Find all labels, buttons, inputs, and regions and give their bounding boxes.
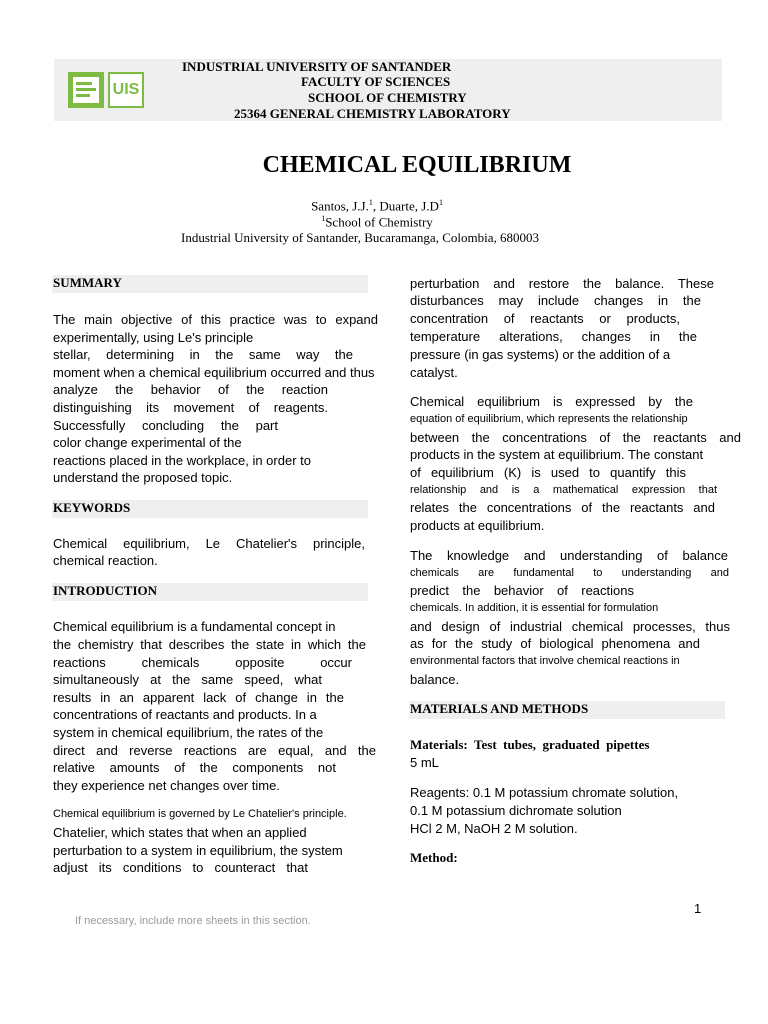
university-crest-icon — [68, 72, 104, 108]
intro-line: direct and reverse reactions are equal, and the — [53, 743, 376, 758]
body-line: Chemical equilibrium is expressed by the — [410, 394, 693, 409]
body-line: products in the system at equilibrium. The constant — [410, 447, 704, 462]
body-line: chemicals are fundamental to understanding and — [410, 567, 729, 579]
body-line: equation of equilibrium, which represents the relationship — [410, 413, 688, 425]
body-line: disturbances may include changes in the — [410, 293, 701, 308]
header-faculty: FACULTY OF SCIENCES — [301, 74, 451, 89]
summary-line: stellar, determining in the same way the — [53, 347, 353, 362]
body-line: perturbation and restore the balance. These — [410, 276, 714, 291]
body-line: predict the behavior of reactions — [410, 583, 634, 598]
summary-line: distinguishing its movement of reagents. — [53, 400, 328, 415]
materials-methods-heading: MATERIALS AND METHODS — [410, 701, 589, 716]
body-line: pressure (in gas systems) or the addition of a — [410, 347, 671, 362]
body-line: and design of industrial chemical processes, thus — [410, 619, 730, 634]
address: Industrial University of Santander, Bucaramanga, Colombia, 680003 — [181, 230, 539, 245]
summary-line: color change experimental of the — [53, 435, 242, 450]
keywords-heading: KEYWORDS — [53, 500, 131, 515]
header-school: SCHOOL OF CHEMISTRY — [308, 90, 467, 105]
intro-line: relative amounts of the components not — [53, 760, 336, 775]
intro-line: reactions chemicals opposite occur — [53, 655, 352, 670]
page-number: 1 — [694, 901, 702, 916]
intro-line: concentrations of reactants and products. In a — [53, 707, 317, 722]
body-line: chemicals. In addition, it is essential for formulation — [410, 602, 659, 614]
intro-line: Chemical equilibrium is governed by Le Chatelier's principle. — [53, 808, 347, 820]
body-line: of equilibrium (K) is used to quantify this — [410, 465, 686, 480]
reagents-line: 0.1 M potassium dichromate solution — [410, 803, 622, 818]
body-line: relates the concentrations of the reactants and — [410, 500, 715, 515]
intro-line: perturbation to a system in equilibrium, the system — [53, 843, 343, 858]
intro-line: system in chemical equilibrium, the rates of the — [53, 725, 324, 740]
body-line: The knowledge and understanding of balance — [410, 548, 728, 563]
authors: Santos, J.J.$^1$, Duarte, $J.D^1$ — [311, 198, 443, 214]
intro-line: Chemical equilibrium is a fundamental concept in — [53, 619, 336, 634]
summary-heading: SUMMARY — [53, 275, 122, 290]
materials-label: Materials: Test tubes, graduated pipettes — [410, 737, 650, 752]
header-laboratory: 25364 GENERAL CHEMISTRY LABORATORY — [234, 106, 511, 121]
summary-line: moment when a chemical equilibrium occurred and thus — [53, 365, 375, 380]
keywords-line: Chemical equilibrium, Le Chatelier's principle, — [53, 536, 365, 551]
intro-line: the chemistry that describes the state in which the — [53, 637, 366, 652]
uis-logo-icon: UIS — [108, 72, 144, 108]
summary-line: experimentally, using Le's principle — [53, 330, 254, 345]
materials-line: 5 mL — [410, 755, 439, 770]
body-line: catalyst. — [410, 365, 458, 380]
header-university: INDUSTRIAL UNIVERSITY OF SANTANDER — [182, 59, 452, 74]
body-line: products at equilibrium. — [410, 518, 545, 533]
summary-line: The main objective of this practice was to expand — [53, 312, 378, 327]
intro-line: Chatelier, which states that when an applied — [53, 825, 307, 840]
intro-line: they experience net changes over time. — [53, 778, 280, 793]
summary-line: analyze the behavior of the reaction — [53, 382, 328, 397]
page-title: CHEMICAL EQUILIBRIUM — [262, 152, 572, 178]
introduction-heading: INTRODUCTION — [53, 583, 158, 598]
keywords-line: chemical reaction. — [53, 553, 158, 568]
body-line: temperature alterations, changes in the — [410, 329, 697, 344]
body-line: relationship and is a mathematical expression that — [410, 484, 717, 496]
body-line: concentration of reactants or products, — [410, 311, 680, 326]
university-logo — [64, 68, 146, 110]
intro-line: simultaneously at the same speed, what — [53, 672, 322, 687]
summary-line: Successfully concluding the part — [53, 418, 278, 433]
body-line: as for the study of biological phenomena and — [410, 636, 700, 651]
summary-line: reactions placed in the workplace, in order to — [53, 453, 311, 468]
intro-line: results in an apparent lack of change in the — [53, 690, 344, 705]
footer-note: If necessary, include more sheets in this section. — [75, 915, 311, 927]
body-line: environmental factors that involve chemical reactions in — [410, 655, 680, 667]
body-line: balance. — [410, 672, 460, 687]
intro-line: adjust its conditions to counteract that — [53, 860, 308, 875]
affiliation: $^1$School of Chemistry — [321, 214, 433, 230]
reagents-line: HCl 2 M, NaOH 2 M solution. — [410, 821, 578, 836]
body-line: between the concentrations of the reactants and — [410, 430, 741, 445]
method-label: Method: — [410, 850, 458, 865]
summary-line: understand the proposed topic. — [53, 470, 233, 485]
reagents-line: Reagents: 0.1 M potassium chromate solution, — [410, 785, 679, 800]
